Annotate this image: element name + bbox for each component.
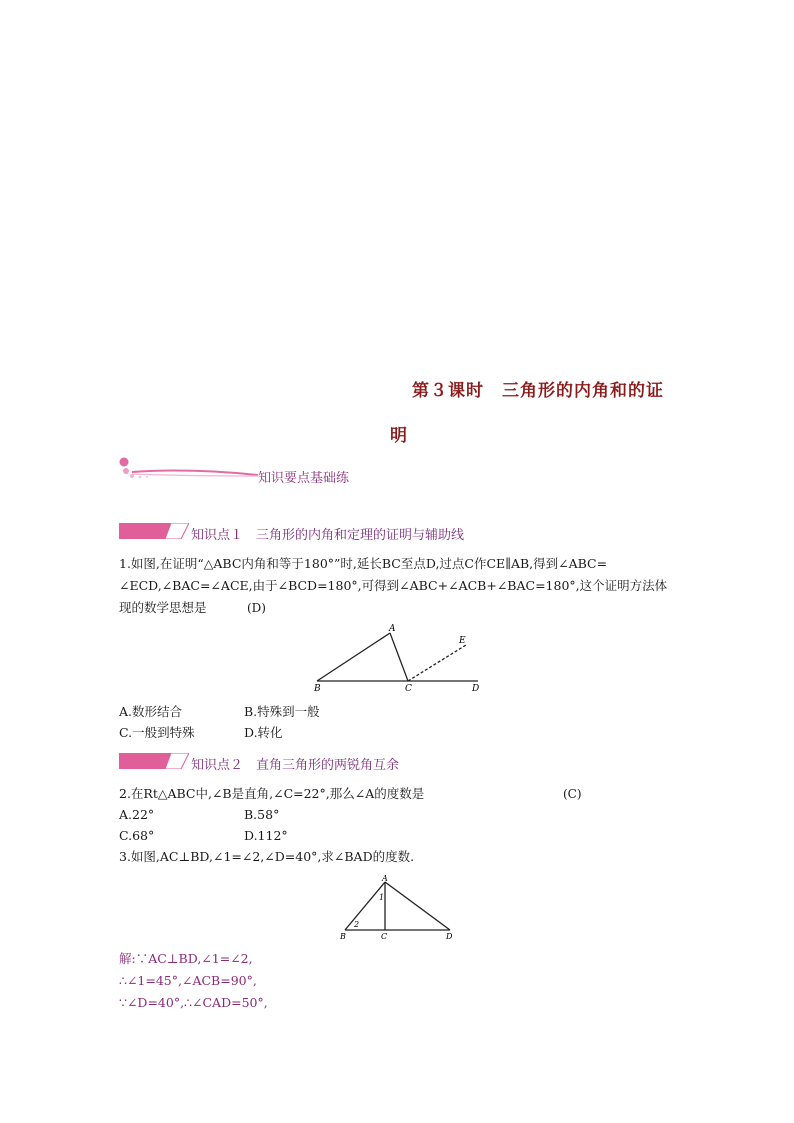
figure-label-b: B <box>340 932 346 941</box>
page-title-line-1: 第３课时 三角形的内角和的证 <box>412 381 664 401</box>
dots-swoosh-icon <box>118 456 268 484</box>
question-1-option-d: D.转化 <box>244 725 283 740</box>
tab-badge-icon <box>119 523 189 539</box>
question-2-option-c: C.68° <box>119 828 155 843</box>
question-1-option-b: B.特殊到一般 <box>244 704 320 719</box>
figure-label-a: A <box>389 624 396 634</box>
section-decoration <box>118 456 268 484</box>
question-1-line-2: ∠ECD,∠BAC=∠ACE,由于∠BCD=180°,可得到∠ABC+∠ACB+∠BAC=180°,这个证明方法体 <box>119 578 668 593</box>
question-1-option-a: A.数形结合 <box>119 704 183 719</box>
solution-line-3: ∵∠D=40°,∴∠CAD=50°, <box>119 995 268 1010</box>
question-1-line-1: 1.如图,在证明“△ABC内角和等于180°”时,延长BC至点D,过点C作CE∥AB,得到∠ABC= <box>119 556 608 571</box>
knowledge-point-1-label: 知识点１ 三角形的内角和定理的证明与辅助线 <box>191 528 465 543</box>
figure-label-e: E <box>459 636 466 646</box>
question-1-line-3: 现的数学思想是 <box>119 600 207 615</box>
question-3-text: 3.如图,AC⊥BD,∠1=∠2,∠D=40°,求∠BAD的度数. <box>119 849 415 864</box>
question-1-option-c: C.一般到特殊 <box>119 725 195 740</box>
solution-line-2: ∴∠1=45°,∠ACB=90°, <box>119 973 257 988</box>
figure-label-c: C <box>381 932 388 941</box>
question-2-option-b: B.58° <box>244 807 280 822</box>
figure-label-c: C <box>405 684 412 694</box>
knowledge-point-1-badge <box>119 523 189 543</box>
section-label: 知识要点基础练 <box>258 471 350 486</box>
question-1-answer: (D) <box>247 601 266 615</box>
page-title-line-2: 明 <box>390 426 408 446</box>
question-2-text: 2.在Rt△ABC中,∠B是直角,∠C=22°,那么∠A的度数是 <box>119 786 425 801</box>
figure-label-d: D <box>446 932 453 941</box>
question-1-figure <box>305 620 495 696</box>
solution-line-1: 解:∵AC⊥BD,∠1=∠2, <box>119 951 253 966</box>
figure-label-angle-2: 2 <box>354 920 360 929</box>
figure-label-a: A <box>382 874 388 883</box>
figure-label-d: D <box>472 684 480 694</box>
question-2-option-d: D.112° <box>244 828 288 843</box>
question-2-answer: (C) <box>563 787 582 801</box>
question-3-figure <box>335 870 460 944</box>
knowledge-point-2-label: 知识点２ 直角三角形的两锐角互余 <box>191 758 400 773</box>
knowledge-point-2-badge <box>119 753 189 773</box>
tab-badge-icon <box>119 753 189 769</box>
question-2-option-a: A.22° <box>119 807 155 822</box>
figure-label-angle-1: 1 <box>379 893 385 902</box>
figure-label-b: B <box>314 684 321 694</box>
